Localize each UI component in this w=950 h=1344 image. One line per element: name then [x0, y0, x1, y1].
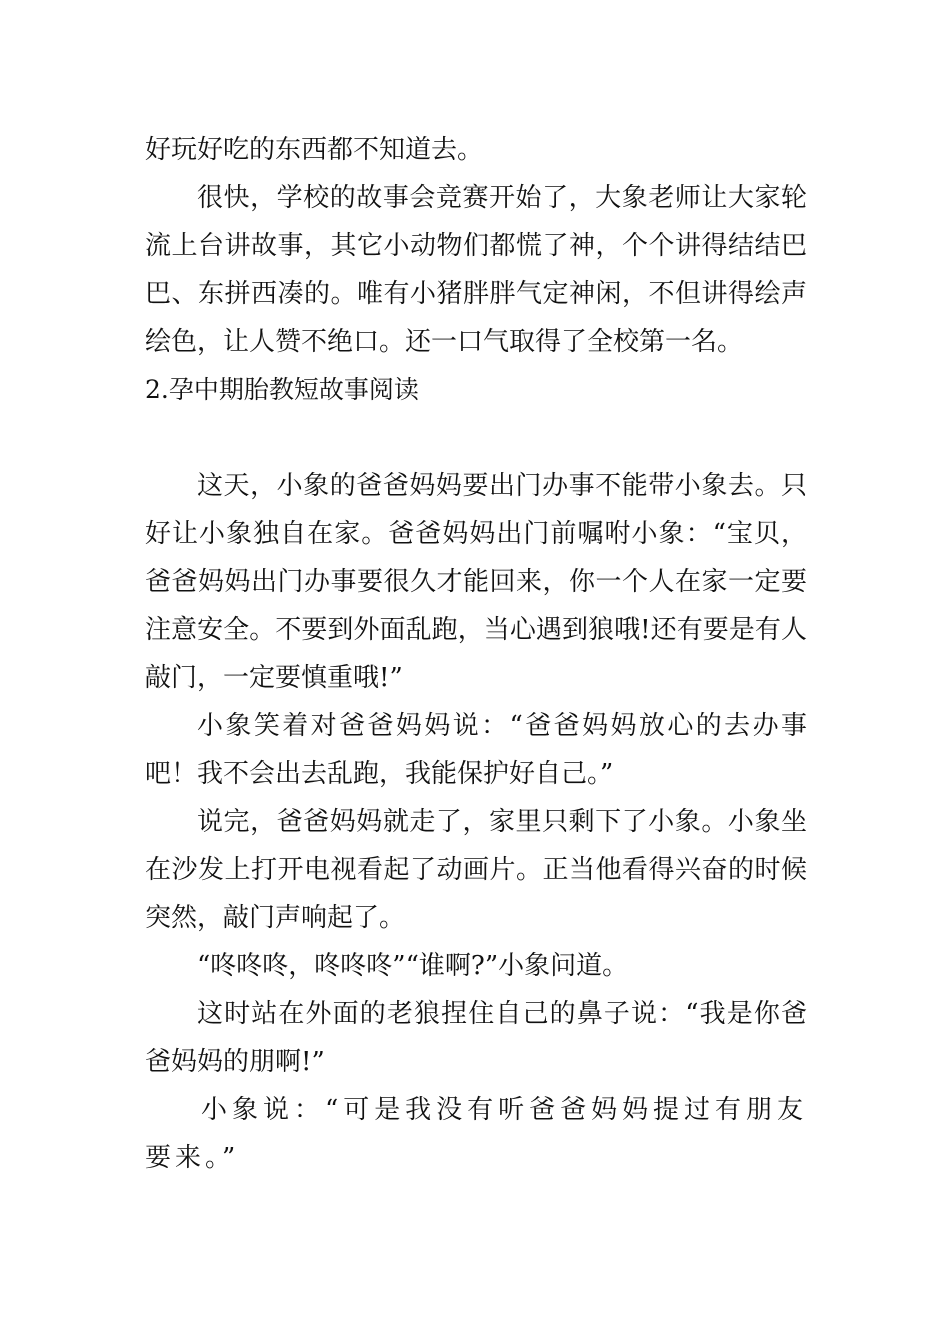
paragraph-watching-tv: 说完，爸爸妈妈就走了，家里只剩下了小象。小象坐在沙发上打开电视看起了动画片。正当他看得兴奋的时候突然，敲门声响起了。 — [145, 807, 807, 933]
paragraph-parents-leave: 这天，小象的爸爸妈妈要出门办事不能带小象去。只好让小象独自在家。爸爸妈妈出门前嘱咐小象：“宝贝，爸爸妈妈出门办事要很久才能回来，你一个人在家一定要注意安全。不要到外面乱跑，当心遇到狼哦!还有要是有人敲门，一定要慎重哦!” — [145, 471, 807, 693]
paragraph-continuation: 好玩好吃的东西都不知道去。 — [145, 135, 484, 165]
document-body — [145, 126, 807, 1182]
paragraph-knocking: “咚咚咚，咚咚咚”“谁啊?”小象问道。 — [197, 951, 629, 981]
paragraph-wolf-speaks: 这时站在外面的老狼捏住自己的鼻子说：“我是你爸爸妈妈的朋啊!” — [145, 999, 807, 1077]
blank-line — [145, 414, 807, 462]
paragraph-story-contest: 很快，学校的故事会竞赛开始了，大象老师让大家轮流上台讲故事，其它小动物们都慌了神，个个讲得结结巴巴、东拼西凑的。唯有小猪胖胖气定神闲，不但讲得绘声绘色，让人赞不绝口。还一口气取得了全校第一名。 — [145, 183, 807, 357]
paragraph-elephant-doubt: 小象说：“可是我没有听爸爸妈妈提过有朋友要来。” — [145, 1095, 807, 1173]
section-heading: 2.孕中期胎教短故事阅读 — [145, 375, 419, 404]
paragraph-elephant-reply: 小象笑着对爸爸妈妈说：“爸爸妈妈放心的去办事吧！我不会出去乱跑，我能保护好自己。” — [145, 711, 807, 789]
